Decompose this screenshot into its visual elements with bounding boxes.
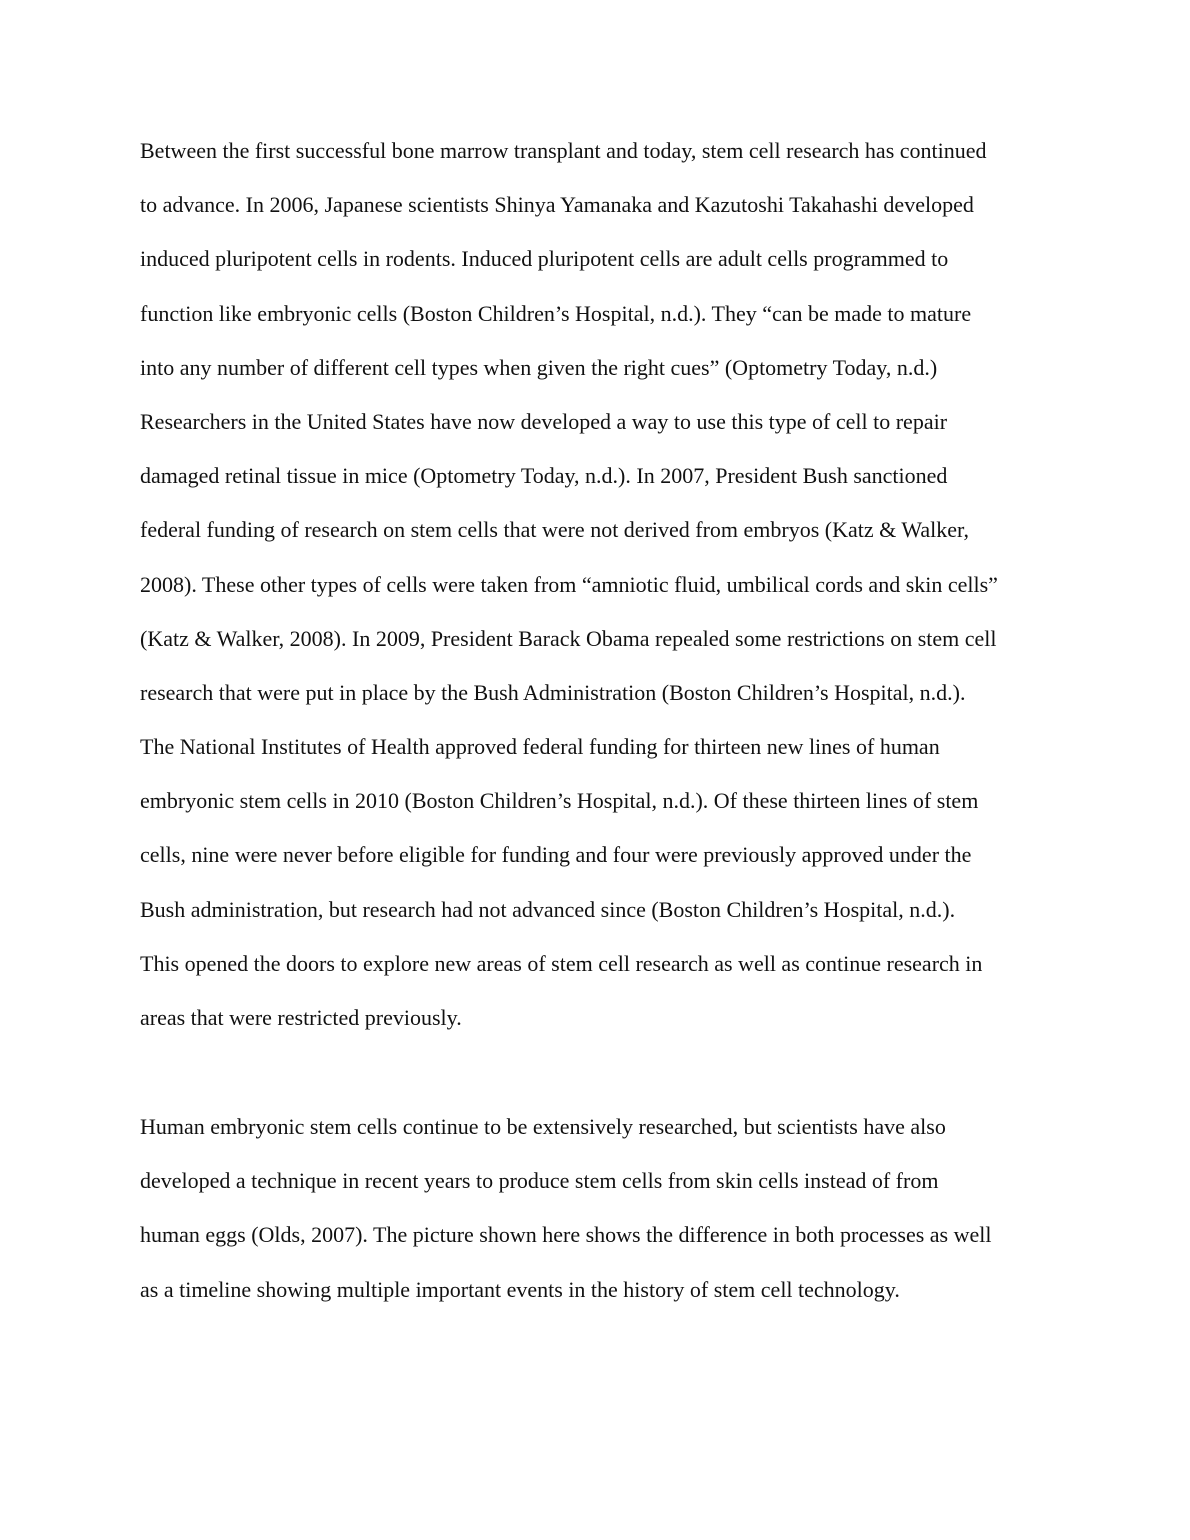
paragraph-line: research that were put in place by the Bush Administration (Boston Children’s Hospital, n.d.). — [140, 679, 966, 705]
paragraph-line: function like embryonic cells (Boston Children’s Hospital, n.d.). They “can be made to mature — [140, 300, 972, 326]
paragraph-line: Human embryonic stem cells continue to be extensively researched, but scientists have also — [140, 1114, 946, 1139]
paragraph-line: The National Institutes of Health approved federal funding for thirteen new lines of human — [140, 734, 940, 760]
paragraph-line: induced pluripotent cells in rodents. Induced pluripotent cells are adult cells programmed to — [140, 246, 949, 272]
paragraph-line: to advance. In 2006, Japanese scientists Shinya Yamanaka and Kazutoshi Takahashi developed — [140, 192, 974, 218]
paragraph-line: embryonic stem cells in 2010 (Boston Children’s Hospital, n.d.). Of these thirteen lines of stem — [140, 788, 979, 814]
paragraph-line: cells, nine were never before eligible for funding and four were previously approved under the — [140, 842, 972, 868]
paragraph-line: federal funding of research on stem cells that were not derived from embryos (Katz & Walker, — [140, 517, 969, 543]
paragraph-stem-cell-history — [140, 124, 1080, 1045]
paragraph-embryonic-research — [140, 1100, 1080, 1317]
paragraph-line: Bush administration, but research had not advanced since (Boston Children’s Hospital, n.d.). — [140, 896, 956, 922]
paragraph-line: as a timeline showing multiple important events in the history of stem cell technology. — [140, 1276, 900, 1302]
paragraph-line: 2008). These other types of cells were taken from “amniotic fluid, umbilical cords and skin cells” — [140, 571, 998, 597]
paragraph-line: into any number of different cell types when given the right cues” (Optometry Today, n.d.) — [140, 354, 938, 380]
paragraph-line: Researchers in the United States have now developed a way to use this type of cell to repair — [140, 408, 948, 434]
paragraph-line: Between the first successful bone marrow transplant and today, stem cell research has continued — [140, 138, 987, 163]
paragraph-line: areas that were restricted previously. — [140, 1005, 462, 1030]
paragraph-line: damaged retinal tissue in mice (Optometry Today, n.d.). In 2007, President Bush sanctioned — [140, 463, 948, 489]
paragraph-line: developed a technique in recent years to produce stem cells from skin cells instead of from — [140, 1168, 939, 1194]
paragraph-line: (Katz & Walker, 2008). In 2009, President Barack Obama repealed some restrictions on stem cell — [140, 625, 997, 651]
paragraph-line: human eggs (Olds, 2007). The picture shown here shows the difference in both processes as well — [140, 1222, 992, 1248]
paragraph-line: This opened the doors to explore new areas of stem cell research as well as continue research in — [140, 950, 983, 976]
